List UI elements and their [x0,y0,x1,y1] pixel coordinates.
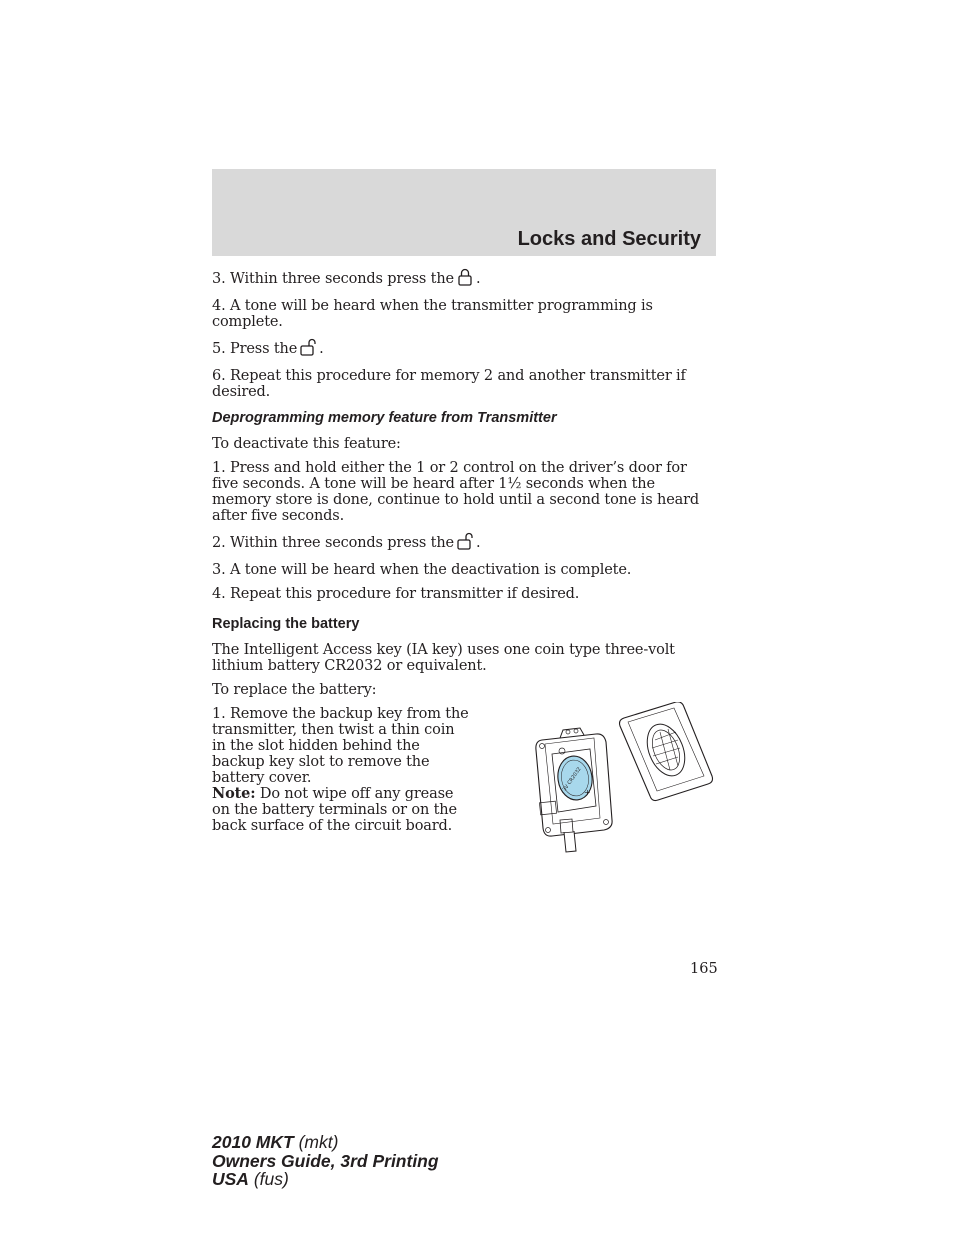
battery-label: 3V CR2032 [561,766,583,793]
battery-figure [470,706,716,834]
unlock-icon [457,532,473,554]
deprogram-step-3: 3. A tone will be heard when the deactivation is complete. [212,562,632,578]
battery-heading: Replacing the battery [212,616,360,632]
battery-step-1: 1. Remove the backup key from the transmitter, then twist a thin coin in the slot hidden behind the backup key slot to remove the battery cover. [212,706,469,786]
deprogram-step-4: 4. Repeat this procedure for transmitter if desired. [212,586,580,602]
deprogram-heading: Deprogramming memory feature from Transmitter [212,410,557,426]
footer-line-2: Owners Guide, 3rd Printing [212,1150,439,1171]
note-text: Do not wipe off any grease on the battery terminals or on the back surface of the circuit board. [212,786,457,834]
section-title: Locks and Security [517,228,701,250]
note-label: Note: [212,785,256,802]
deprogram-step-1: 1. Press and hold either the 1 or 2 control on the driver’s door for five seconds. A tone will be heard after 1½ seconds when the memory store is done, continue to hold until a second tone is heard after five seconds. [212,460,700,524]
battery-para-1: The Intelligent Access key (IA key) uses one coin type three-volt lithium battery CR2032 or equivalent. [212,642,675,674]
step-5-unlock: 5. Press the . [212,338,716,360]
unlock-icon [300,338,316,360]
deprogram-intro: To deactivate this feature: [212,436,401,452]
footer [212,1133,439,1189]
battery-para-2: To replace the battery: [212,682,377,698]
step-4-tone: 4. A tone will be heard when the transmitter programming is complete. [212,298,653,330]
battery-step-block [212,706,716,834]
step-3-lock: 3. Within three seconds press the . [212,268,716,290]
lock-icon [457,268,473,290]
footer-line-3: USA (fus) [212,1169,289,1189]
battery-plus-sign: + [584,788,591,797]
battery-step-text [212,706,470,834]
step-6-repeat: 6. Repeat this procedure for memory 2 and another transmitter if desired. [212,368,686,400]
page-content [212,268,716,834]
page-number: 165 [690,961,718,977]
battery-cover [620,702,713,801]
deprogram-step-2: 2. Within three seconds press the . [212,532,716,554]
key-fob-battery-illustration [500,702,746,862]
battery-note [212,786,470,834]
header-band [212,169,716,256]
footer-line-1: 2010 MKT (mkt) [212,1132,339,1152]
